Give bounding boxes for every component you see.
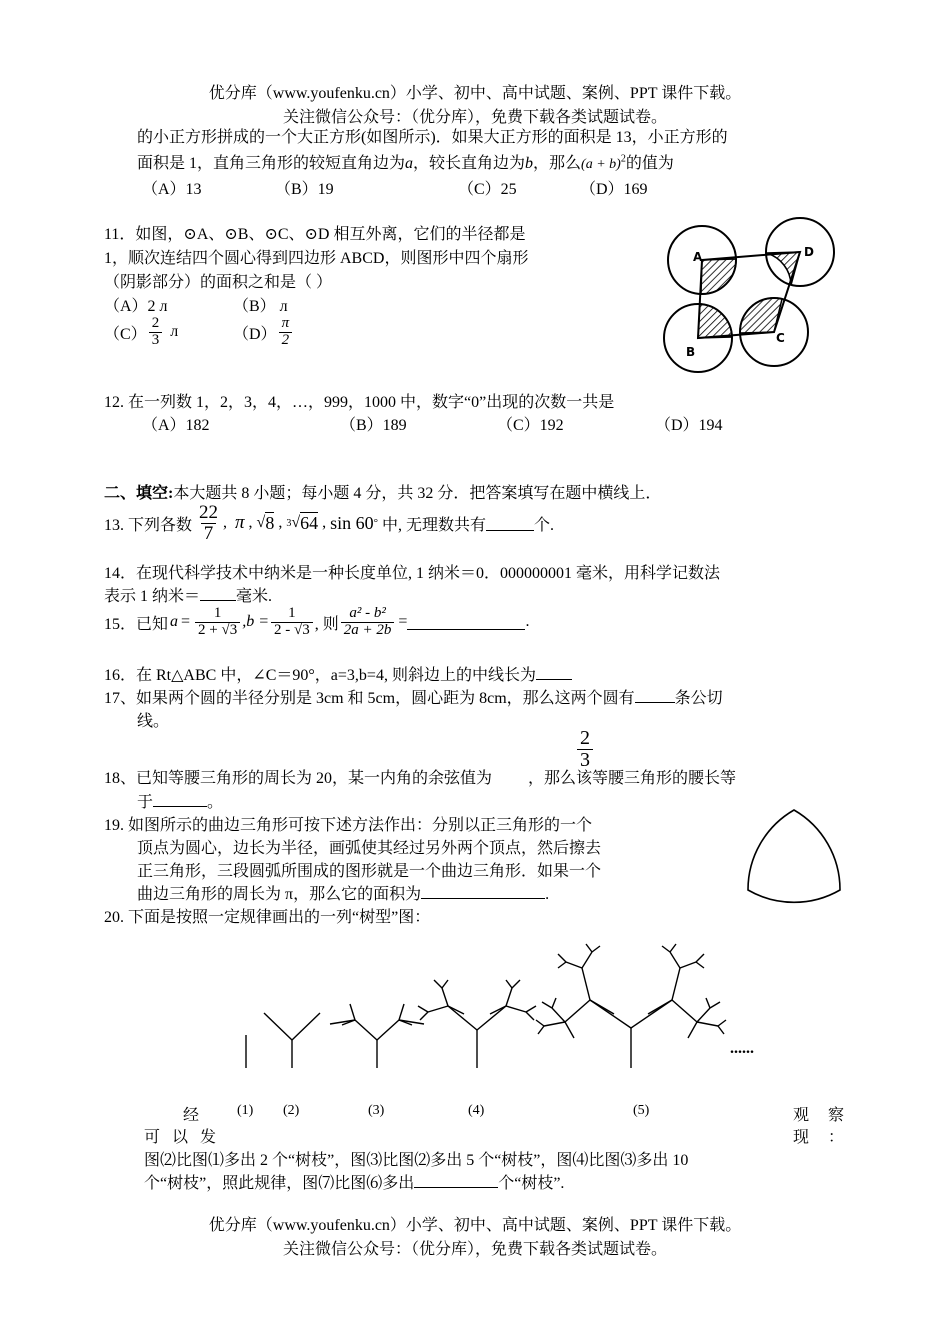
q12-option-a: （A）182: [142, 417, 210, 434]
q13-line: 13. 下列各数 $\frac{22}{7}$ , π , √ 8 , 3 √ 64 , sin 60 ° 中, 无理数共有 个.: [104, 502, 555, 544]
tree-ellipsis: ......: [730, 1040, 754, 1057]
label-a: A: [693, 250, 703, 264]
page-header-line1: 优分库（www.youfenku.cn）小学、初中、高中试题、案例、PPT 课件下载。: [208, 85, 742, 102]
word-fa: 发: [200, 1129, 217, 1146]
four-circles-figure: [656, 216, 840, 384]
q10-option-c: （C）25: [458, 181, 517, 198]
q19-line1: 19. 如图所示的曲边三角形可按下述方法作出：分别以正三角形的一个: [104, 817, 593, 834]
page-footer-line2: 关注微信公众号：（优分库），免费下载各类试题试卷。: [282, 1241, 667, 1258]
q18-answer-blank: [153, 792, 207, 807]
q16-answer-blank: [536, 665, 572, 680]
q18-line1: 18、已知等腰三角形的周长为 20，某一内角的余弦值为 ，那么该等腰三角形的腰长等: [104, 770, 737, 787]
q11-option-a: （A）2 л: [104, 298, 168, 315]
q15-line: 15．已知 a = $\frac{1}{2 + √3}$ ,b = $\frac{1}{2 - √3}$ , 则 $\frac{\text{a² - b²}}{2a + 2b}$ = .: [104, 605, 530, 638]
fig-label-1: (1): [237, 1103, 254, 1118]
q19-answer-blank: [421, 884, 545, 899]
tree-5: [536, 944, 726, 1068]
word-colon: ：: [828, 1129, 845, 1146]
q20-answer-blank: [414, 1173, 498, 1188]
q10-option-a: （A）13: [142, 181, 202, 198]
q20-line3: 图⑵比图⑴多出 2 个“树枝”，图⑶比图⑵多出 5 个“树枝”，图⑷比图⑶多出 10: [144, 1152, 689, 1169]
q14-line1: 14．在现代科学技术中纳米是一种长度单位, 1 纳米＝0．000000001 毫米，用科学记数法: [104, 565, 721, 582]
q10-option-b: （B）19: [275, 181, 334, 198]
page-footer-line1: 优分库（www.youfenku.cn）小学、初中、高中试题、案例、PPT 课件下载。: [208, 1217, 742, 1234]
q12-option-c: （C）192: [497, 417, 564, 434]
fig-label-2: (2): [283, 1103, 300, 1118]
word-jing: 经: [183, 1107, 200, 1124]
curved-triangle-figure: [738, 804, 850, 908]
fig-label-5: (5): [633, 1103, 650, 1118]
tree-2: [264, 1013, 320, 1068]
q11-option-d: （D） $\frac{\pi}{2}$: [233, 316, 294, 349]
q17-answer-blank: [635, 688, 675, 703]
word-yi: 以: [172, 1129, 189, 1146]
q11-line2: 1，顺次连结四个圆心得到四边形 ABCD，则图形中四个扇形: [104, 250, 529, 267]
q12-option-d: （D）194: [655, 417, 723, 434]
fig-label-4: (4): [468, 1103, 485, 1118]
word-xian: 现: [793, 1129, 810, 1146]
page-header-line2: 关注微信公众号：（优分库），免费下载各类试题试卷。: [282, 109, 667, 126]
fig-label-3: (3): [368, 1103, 385, 1118]
label-d: D: [804, 245, 814, 259]
q13-answer-blank: [486, 516, 534, 531]
q12-option-b: （B）189: [340, 417, 407, 434]
q14-answer-blank: [200, 586, 236, 601]
tree-4: [418, 980, 536, 1068]
q12-line1: 12. 在一列数 1，2，3，4，…，999，1000 中，数字“0”出现的次数一共是: [104, 394, 615, 411]
q20-line4: 个“树枝”，照此规律，图⑺比图⑹多出 个“树枝”.: [144, 1175, 565, 1192]
q19-line4: 曲边三角形的周长为 π，那么它的面积为 .: [137, 886, 550, 903]
q15-answer-blank: [407, 615, 525, 630]
sector-a: [701, 259, 736, 294]
q10-line1: 的小正方形拼成的一个大正方形(如图所示)．如果大正方形的面积是 13，小正方形的: [137, 129, 728, 146]
q11-line3: （阴影部分）的面积之和是（ ）: [104, 274, 333, 291]
q11-option-b: （B） л: [233, 298, 288, 315]
q17-line2: 线。: [137, 713, 170, 730]
q19-line2: 顶点为圆心，边长为半径，画弧使其经过另外两个顶点，然后擦去: [137, 840, 602, 857]
q18-line2: 于 。: [137, 794, 224, 811]
label-b: B: [686, 345, 696, 359]
q20-line1: 20. 下面是按照一定规律画出的一列“树型”图：: [104, 909, 431, 926]
tree-3: [330, 1004, 424, 1068]
q16-line: 16．在 Rt△ABC 中，∠C＝90°，a=3,b=4, 则斜边上的中线长为: [104, 662, 572, 685]
word-cha: 察: [828, 1107, 845, 1124]
word-ke: 可: [144, 1129, 161, 1146]
section2-heading: 二、填空:本大题共 8 小题；每小题 4 分，共 32 分．把答案填写在题中横线上．: [104, 485, 662, 502]
q17-line1: 17、如果两个圆的半径分别是 3cm 和 5cm，圆心距为 8cm，那么这两个圆有 条公切: [104, 690, 723, 707]
label-c: C: [776, 331, 785, 345]
q19-line3: 正三角形，三段圆弧所围成的图形就是一个曲边三角形．如果一个: [137, 863, 602, 880]
q11-option-c: （C） $\frac{2}{3}$ л: [104, 315, 179, 348]
word-guan: 观: [793, 1107, 810, 1124]
q18-fraction: $\frac{2}{3}$: [575, 728, 595, 771]
q10-line2: 面积是 1，直角三角形的较短直角边为a，较长直角边为b，那么$(a + b)^2$的值为: [137, 153, 674, 172]
tree-figures: [230, 940, 790, 1070]
q11-line1: 11．如图，⊙A、⊙B、⊙C、⊙D 相互外离，它们的半径都是: [104, 226, 526, 243]
q10-option-d: （D）169: [580, 181, 648, 198]
sector-b: [698, 304, 732, 338]
q14-line2: 表示 1 纳米＝ 毫米.: [104, 588, 273, 605]
